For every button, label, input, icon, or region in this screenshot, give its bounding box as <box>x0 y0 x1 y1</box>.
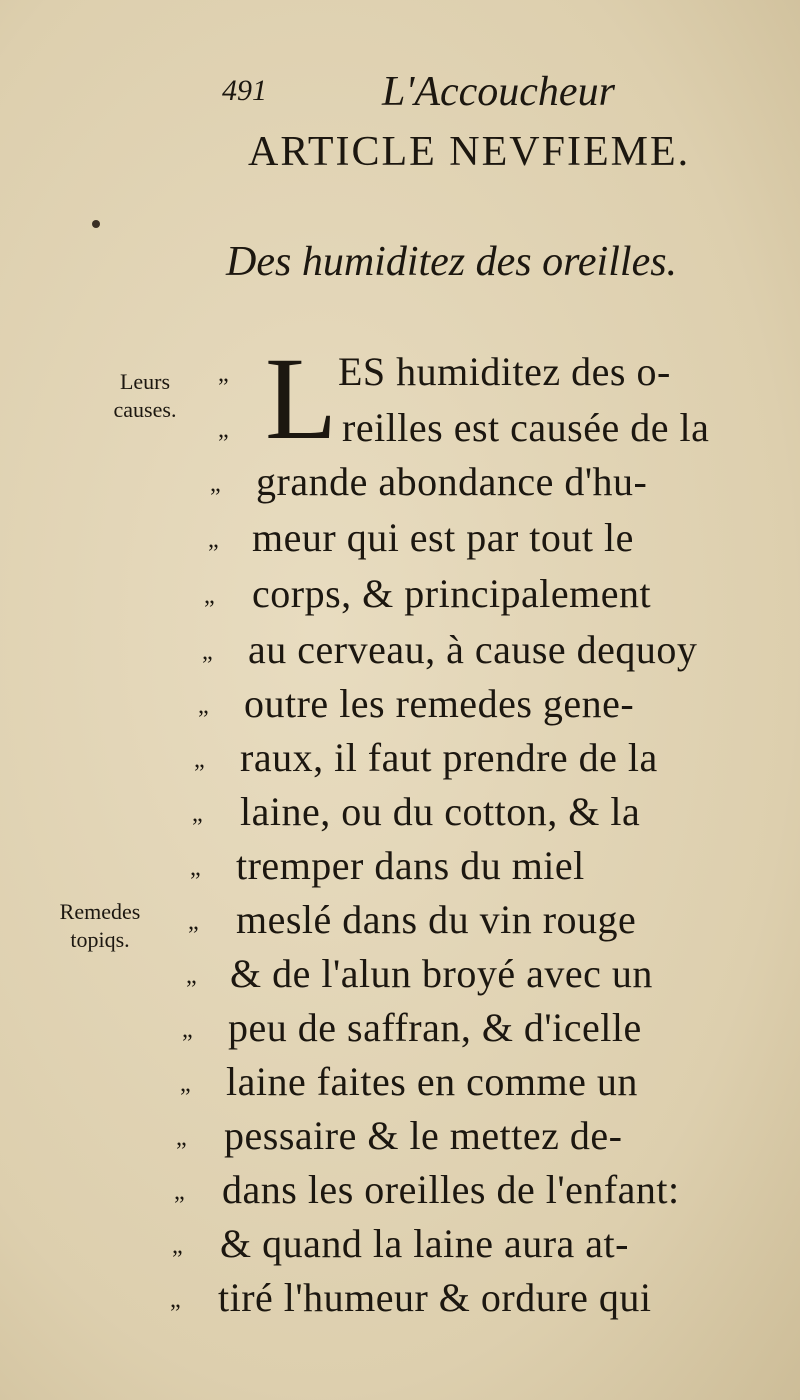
text-line: au cerveau, à cause dequoy <box>248 627 698 672</box>
page-number: 491 <box>222 74 267 107</box>
margin-note-line: Remedes <box>59 899 141 924</box>
quotation-mark: „ <box>194 747 205 773</box>
text-line: grande abondance d'hu- <box>256 459 648 504</box>
quotation-mark: „ <box>218 417 229 443</box>
margin-note-line: topiqs. <box>70 927 130 952</box>
quotation-mark: „ <box>190 855 201 881</box>
margin-note-line: causes. <box>113 397 177 422</box>
article-heading: ARTICLE NEVFIEME. <box>248 129 691 175</box>
quotation-mark: „ <box>208 527 219 553</box>
quotation-mark: „ <box>182 1017 193 1043</box>
text-line: & de l'alun broyé avec un <box>230 951 653 996</box>
quotation-mark: „ <box>198 693 209 719</box>
text-line: ES humiditez des o- <box>338 349 671 394</box>
text-line: dans les oreilles de l'enfant: <box>222 1167 680 1212</box>
quotation-mark: „ <box>202 639 213 665</box>
text-line: pessaire & le mettez de- <box>224 1113 623 1158</box>
text-line: reilles est causée de la <box>342 405 710 450</box>
text-line: & quand la laine aura at- <box>220 1221 629 1266</box>
text-line: tiré l'humeur & ordure qui <box>218 1275 652 1320</box>
running-title: L'Accoucheur <box>382 69 615 115</box>
drop-cap: L <box>265 333 338 464</box>
quotation-mark: „ <box>192 801 203 827</box>
section-title: Des humiditez des oreilles. <box>226 239 678 285</box>
text-line: tremper dans du miel <box>236 843 585 888</box>
quotation-mark: „ <box>176 1125 187 1151</box>
quotation-mark: „ <box>186 963 197 989</box>
text-line: peu de saffran, & d'icelle <box>228 1005 642 1050</box>
text-line: outre les remedes gene- <box>244 681 635 726</box>
text-line: meur qui est par tout le <box>252 515 634 560</box>
text-line: laine faites en comme un <box>226 1059 638 1104</box>
quotation-mark: „ <box>170 1287 181 1313</box>
quotation-mark: „ <box>204 583 215 609</box>
quotation-mark: „ <box>174 1179 185 1205</box>
text-line: meslé dans du vin rouge <box>236 897 637 942</box>
quotation-mark: „ <box>218 361 229 387</box>
quotation-mark: „ <box>180 1071 191 1097</box>
quotation-mark: „ <box>210 471 221 497</box>
margin-note-line: Leurs <box>119 369 171 394</box>
quotation-mark: „ <box>188 909 199 935</box>
quotation-mark: „ <box>172 1233 183 1259</box>
text-line: corps, & principalement <box>252 571 652 616</box>
text-line: raux, il faut prendre de la <box>240 735 658 780</box>
text-line: laine, ou du cotton, & la <box>240 789 641 834</box>
